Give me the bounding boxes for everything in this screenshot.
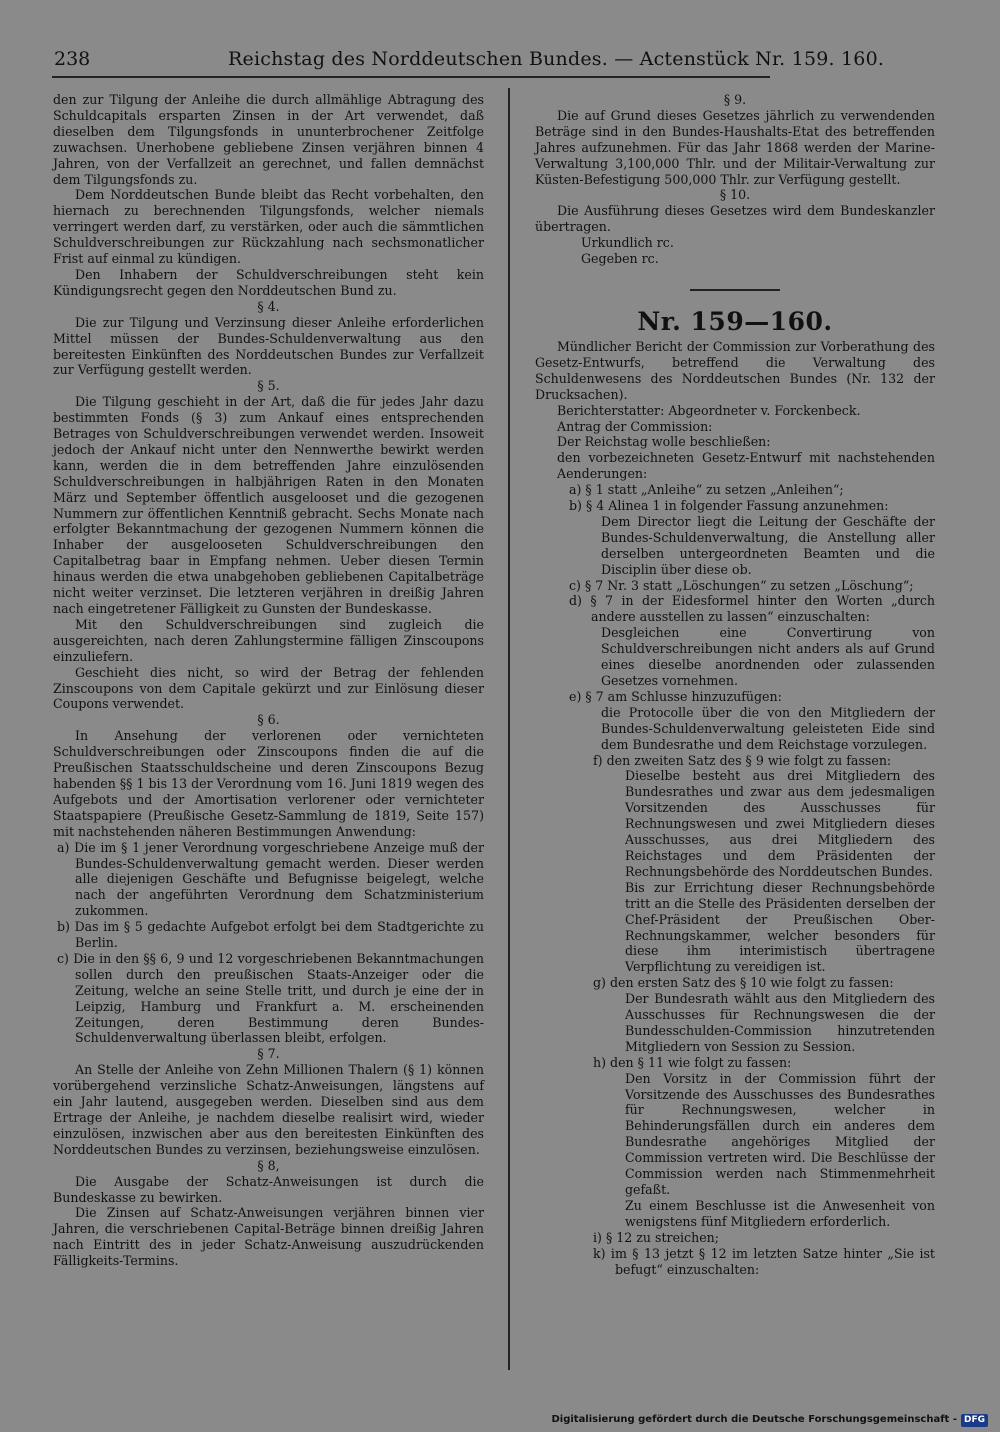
paragraph: Die zur Tilgung und Verzinsung dieser Anleihe erforderlichen Mittel müssen der Bundes-Schuldenverwaltung aus den bereitesten Einkünften des Norddeutschen Bundes zur Verfallzeit zur Verfügung gestellt werden. (53, 314, 484, 378)
paragraph: den zur Tilgung der Anleihe die durch allmählige Abtragung des Schuldcapitals ersparten Zinsen in der Art verwendet, daß dieselben dem Tilgungsfonds in ununterbrochener Zeitfolge zuwachsen. Unerhobene gebliebene Zinsen verjähren binnen 4 Jahren, von der Verfallzeit an gerechnet, und fallen demnächst dem Tilgungsfonds zu. (53, 92, 484, 187)
paragraph: Mit den Schuldverschreibungen sind zugleich die ausgereichten, nach deren Zahlungstermine fälligen Zinscoupons einzuliefern. (53, 616, 484, 664)
credit-text: Digitalisierung gefördert durch die Deutsche Forschungsgemeinschaft - (551, 1414, 957, 1425)
list-item: b) Das im § 5 gedachte Aufgebot erfolgt bei dem Stadtgerichte zu Berlin. (57, 919, 484, 951)
amendment-item: d) § 7 in der Eidesformel hinter den Worten „durch andere ausstellen zu lassen“ einzuschalten: (569, 593, 935, 625)
section-heading: § 4. (257, 298, 280, 314)
report-intro: Mündlicher Bericht der Commission zur Vorberathung des Gesetz-Entwurfs, betreffend die Verwaltung des Schuldenwesens des Norddeutschen Bundes (Nr. 132 der Drucksachen). (535, 338, 935, 402)
page-header (50, 44, 885, 74)
amendment-text: Dem Director liegt die Leitung der Geschäfte der Bundes-Schuldenverwaltung, die Anstellung aller derselben untergeordneten Beamten und die Disciplin über diese ob. (601, 513, 935, 577)
amendment-item: h) den § 11 wie folgt zu fassen: (593, 1054, 792, 1070)
paragraph: Den Inhabern der Schuldverschreibungen steht kein Kündigungsrecht gegen den Norddeutschen Bund zu. (53, 266, 484, 298)
document-number-title: Nr. 159—160. (637, 306, 833, 336)
amendment-text: Bis zur Errichtung dieser Rechnungsbehörde tritt an die Stelle des Präsidenten derselben der Chef-Präsident der Preußischen Ober-Rechnungskammer, welcher besonders für diese ihm interimistisch übertragene Verpflichtung zu vereidigen ist. (625, 879, 935, 975)
amendment-item: g) den ersten Satz des § 10 wie folgt zu fassen: (593, 975, 894, 991)
header-rule (52, 76, 770, 78)
paragraph: Dem Norddeutschen Bunde bleibt das Recht vorbehalten, den hiernach zu berechnenden Tilgungsfonds, welcher niemals verringert werden darf, zu verstärken, oder auch die sämmtlichen Schuldverschreibungen zur Rückzahlung nach sechsmonatlicher Frist auf einmal zu kündigen. (53, 187, 484, 267)
closing-formula: Urkundlich rc. (581, 235, 674, 251)
paragraph: Geschieht dies nicht, so wird der Betrag der fehlenden Zinscoupons von dem Capitale gekürzt und zur Einlösung dieser Coupons verwendet. (53, 664, 484, 712)
paragraph: Die Zinsen auf Schatz-Anweisungen verjähren binnen vier Jahren, die verschriebenen Capital-Beträge binnen dreißig Jahren nach Eintritt des in jeder Schatz-Anweisung auszudrückenden Fälligkeits-Termins. (53, 1205, 484, 1269)
right-column (535, 92, 935, 1277)
section-heading: § 10. (719, 187, 751, 203)
section-heading: § 6. (257, 712, 280, 728)
amendment-item: c) § 7 Nr. 3 statt „Löschungen“ zu setzen „Löschung“; (569, 577, 914, 593)
left-column (53, 92, 484, 1269)
list-item: c) Die in den §§ 6, 9 und 12 vorgeschriebenen Bekanntmachungen sollen durch den preußischen Staats-Anzeiger oder die Zeitung, welche an seine Stelle tritt, und durch je eine der in Leipzig, Hamburg und Frankfurt a. M. erscheinenden Zeitungen, deren Bestimmung deren Bundes-Schuldenverwaltung überlassen bleibt, erfolgen. (57, 950, 484, 1046)
amendment-text: die Protocolle über die von den Mitgliedern der Bundes-Schuldenverwaltung geleisteten Eide sind dem Bundesrathe und dem Reichstage vorzulegen. (601, 704, 935, 752)
amendment-text: Desgleichen eine Convertirung von Schuldverschreibungen nicht anders als auf Grund eines dieselbe anordnenden oder zulassenden Gesetzes vornehmen. (601, 625, 935, 688)
amendment-item: f) den zweiten Satz des § 9 wie folgt zu fassen: (593, 752, 892, 768)
amendment-text: Dieselbe besteht aus drei Mitgliedern des Bundesrathes und zwar aus dem jedesmaligen Vorsitzenden des Ausschusses für Rechnungswesen und zwei Mitgliedern dieses Ausschusses, aus drei Mitgliedern des Reichstages und dem Präsidenten der Rechnungsbehörde des Norddeutschen Bundes. (625, 768, 935, 879)
page-number: 238 (54, 48, 91, 70)
amendment-item: a) § 1 statt „Anleihe“ zu setzen „Anleihen“; (569, 482, 844, 498)
section-heading: § 5. (257, 378, 280, 394)
resolution-line: Der Reichstag wolle beschließen: (557, 434, 771, 450)
section-heading: § 8, (257, 1157, 280, 1173)
resolution-line: den vorbezeichneten Gesetz-Entwurf mit nachstehenden Aenderungen: (557, 450, 935, 482)
section-heading: § 7. (257, 1046, 280, 1062)
list-item: a) Die im § 1 jener Verordnung vorgeschriebene Anzeige muß der Bundes-Schuldenverwaltung gemacht werden. Dieser werden alle diejenigen Geschäfte und Befugnisse beigelegt, welche nach der angeführten Verordnung dem Schatzministerium zukommen. (57, 839, 484, 919)
amendment-text: Den Vorsitz in der Commission führt der Vorsitzende des Ausschusses des Bundesrathes für Rechnungswesen, welcher in Behinderungsfällen durch ein anderes dem Bundesrathe angehöriges Mitglied der Commission vertreten wird. Die Beschlüsse der Commission werden nach Stimmenmehrheit gefaßt. (625, 1070, 935, 1197)
digitization-credit (551, 1412, 988, 1428)
section-heading: § 9. (723, 92, 747, 107)
paragraph: An Stelle der Anleihe von Zehn Millionen Thalern (§ 1) können vorübergehend verzinsliche Schatz-Anweisungen, längstens auf ein Jahr lautend, ausgegeben werden. Dieselben sind aus dem Ertrage der Anleihe, je nachdem dieselbe realisirt wird, wieder einzulösen, inzwischen aber aus den bereitesten Einkünften des Norddeutschen Bundes zu verzinsen, beziehungsweise einzulösen. (53, 1062, 484, 1157)
amendment-text: Der Bundesrath wählt aus den Mitgliedern des Ausschusses für Rechnungswesen die der Bundesschulden-Commission hinzutretenden Mitgliedern von Session zu Session. (625, 991, 935, 1054)
column-divider (508, 88, 510, 1370)
amendment-text: Zu einem Beschlusse ist die Anwesenheit von wenigstens fünf Mitgliedern erforderlich. (625, 1197, 935, 1229)
rapporteur: Berichterstatter: Abgeordneter v. Forckenbeck. (557, 402, 861, 418)
amendment-item: i) § 12 zu streichen; (593, 1229, 720, 1245)
amendment-item: b) § 4 Alinea 1 in folgender Fassung anzunehmen: (569, 498, 889, 514)
amendment-item: k) im § 13 jetzt § 12 im letzten Satze hinter „Sie ist befugt“ einzuschalten: (593, 1245, 935, 1277)
paragraph: Die Ausführung dieses Gesetzes wird dem Bundeskanzler übertragen. (535, 203, 935, 235)
amendment-item: e) § 7 am Schlusse hinzuzufügen: (569, 688, 782, 704)
paragraph: In Ansehung der verlorenen oder vernichteten Schuldverschreibungen oder Zinscoupons finden die auf die Preußischen Staatsschuldscheine und deren Zinscoupons Bezug habenden §§ 1 bis 13 der Verordnung vom 16. Juni 1819 wegen des Aufgebots und der Amortisation verlorener oder vernichteter Staatspapiere (Preußische Gesetz-Sammlung de 1819, Seite 157) mit nachstehenden näheren Bestimmungen Anwendung: (53, 728, 484, 839)
dfg-logo-icon: DFG (961, 1414, 988, 1427)
paragraph: Die Ausgabe der Schatz-Anweisungen ist durch die Bundeskasse zu bewirken. (53, 1173, 484, 1205)
running-title: Reichstag des Norddeutschen Bundes. — Actenstück Nr. 159. 160. (228, 48, 885, 70)
motion-label: Antrag der Commission: (557, 418, 713, 434)
closing-formula: Gegeben rc. (581, 251, 659, 267)
paragraph: Die Tilgung geschieht in der Art, daß die für jedes Jahr dazu bestimmten Fonds (§ 3) zum Ankauf eines entsprechenden Betrages von Schuldverschreibungen verwendet werden. Insoweit jedoch der Ankauf nicht unter den Nennwerthe bewirkt werden kann, werden die in dem betreffenden Jahre einzulösenden Schuldverschreibungen in halbjährigen Raten in den Monaten März und September öffentlich ausgelooset und die gezogenen Nummern zur öffentlichen Kenntniß gebracht. Sechs Monate nach erfolgter Bekanntmachung der gezogenen Nummern können die Inhaber der ausgelooseten Schuldverschreibungen den Capitalbetrag baar in Empfang nehmen. Ueber diesen Termin hinaus werden die etwa unabgehoben gebliebenen Capitalbeträge nicht weiter verzinset. Die letzteren verjähren in dreißig Jahren nach eingetretener Fälligkeit zu Gunsten der Bundeskasse. (53, 394, 484, 616)
section-rule (690, 289, 780, 291)
paragraph: Die auf Grund dieses Gesetzes jährlich zu verwendenden Beträge sind in den Bundes-Haushalts-Etat des betreffenden Jahres aufzunehmen. Für das Jahr 1868 werden der Marine-Verwaltung 3,100,000 Thlr. und der Militair-Verwaltung zur Küsten-Befestigung 500,000 Thlr. zur Verfügung gestellt. (535, 107, 935, 187)
